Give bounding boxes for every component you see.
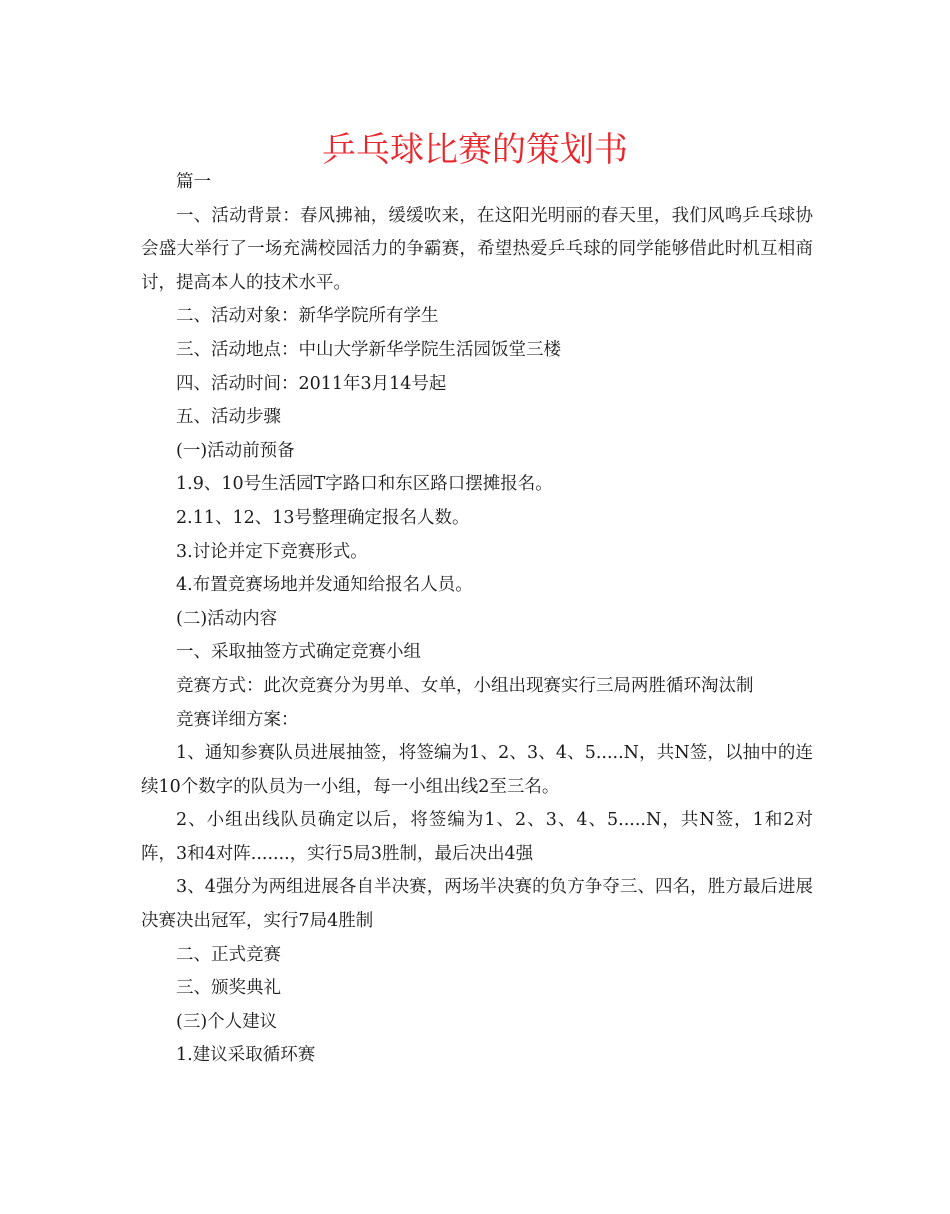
paragraph-format: 竞赛方式：此次竞赛分为男单、女单，小组出现赛实行三局两胜循环淘汰制 xyxy=(176,675,754,696)
paragraph-suggestions-heading: (三)个人建议 xyxy=(176,1011,278,1032)
paragraph-background: 一、活动背景：春风拂袖，缓缓吹来，在这阳光明丽的春天里，我们风鸣乒乓球协会盛大举行了一场充满校园活力的争霸赛，希望热爱乒乓球的同学能够借此时机互相商讨，提高本人的技术水平。 xyxy=(141,205,813,293)
paragraph-prep-heading: (一)活动前预备 xyxy=(176,440,295,461)
paragraph-plan-3: 3、4强分为两组进展各自半决赛，两场半决赛的负方争夺三、四名，胜方最后进展决赛决出冠军，实行7局4胜制 xyxy=(141,877,813,932)
paragraph-location: 三、活动地点：中山大学新华学院生活园饭堂三楼 xyxy=(176,339,561,360)
paragraph-prep-4: 4.布置竞赛场地并发通知给报名人员。 xyxy=(176,575,473,596)
paragraph-prep-3: 3.讨论并定下竞赛形式。 xyxy=(176,541,368,562)
paragraph-steps-heading: 五、活动步骤 xyxy=(176,407,281,428)
paragraph-plan-heading: 竞赛详细方案： xyxy=(176,709,299,730)
document-body xyxy=(141,166,813,1073)
paragraph-draw-groups: 一、采取抽签方式确定竞赛小组 xyxy=(176,642,421,663)
paragraph-award-ceremony: 三、颁奖典礼 xyxy=(176,978,281,999)
paragraph-time: 四、活动时间：2011年3月14号起 xyxy=(176,373,447,394)
document-title: 乒乓球比赛的策划书 xyxy=(322,130,628,170)
paragraph-section-label: 篇一 xyxy=(176,172,211,192)
paragraph-suggestion-1: 1.建议采取循环赛 xyxy=(176,1045,316,1066)
paragraph-audience: 二、活动对象：新华学院所有学生 xyxy=(176,306,439,327)
paragraph-plan-1: 1、通知参赛队员进展抽签，将签编为1、2、3、4、5.....N，共N签，以抽中的连续10个数字的队员为一小组，每一小组出线2至三名。 xyxy=(141,743,813,797)
paragraph-official-match: 二、正式竞赛 xyxy=(176,944,281,965)
paragraph-prep-1: 1.9、10号生活园T字路口和东区路口摆摊报名。 xyxy=(176,474,553,495)
paragraph-content-heading: (二)活动内容 xyxy=(176,608,278,629)
paragraph-prep-2: 2.11、12、13号整理确定报名人数。 xyxy=(176,507,470,528)
paragraph-plan-2: 2、小组出线队员确定以后，将签编为1、2、3、4、5.....N，共N签，1和2对阵，3和4对阵.......，实行5局3胜制，最后决出4强 xyxy=(141,810,813,864)
